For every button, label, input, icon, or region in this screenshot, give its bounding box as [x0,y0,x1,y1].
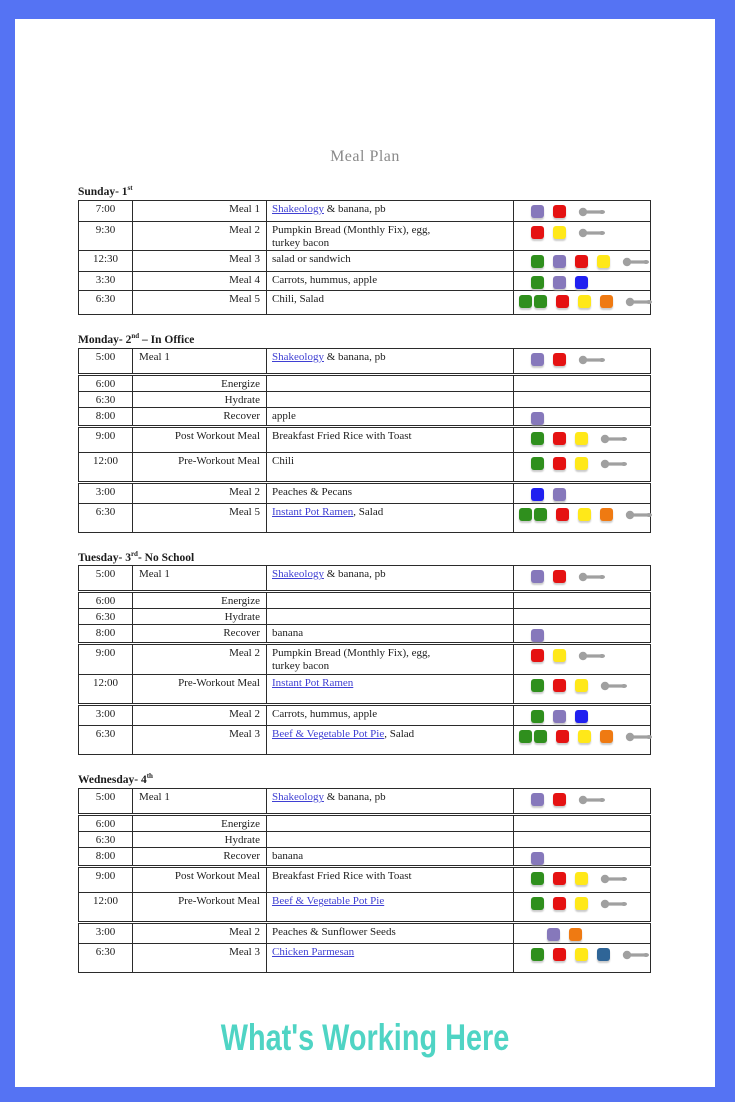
day-heading-text: – In Office [139,333,195,346]
teaspoon-icon [622,257,649,271]
table-row [79,271,650,290]
orange-container-icon [600,295,613,308]
time-cell: 6:00 [79,816,133,831]
time-cell: 8:00 [79,848,133,865]
containers-cell [514,726,652,754]
teaspoon-icon [625,297,652,311]
green-container-icon [531,276,544,289]
table-row [79,943,650,972]
yellow-container-icon [575,457,588,470]
description-cell: Carrots, hummus, apple [267,706,514,725]
orange-container-icon [600,730,613,743]
recipe-link[interactable]: Beef & Vegetable Pot Pie [272,895,385,908]
time-cell: 9:00 [79,868,133,892]
containers-cell [514,566,650,590]
table-row [79,201,650,221]
containers-cell [514,272,650,290]
table-row [79,789,650,813]
orange-container-icon [569,928,582,941]
yellow-container-icon [578,508,591,521]
time-cell: 12:00 [79,893,133,921]
ordinal-suffix: st [127,184,133,192]
day-heading [78,550,715,564]
description-cell: Instant Pot Ramen, Salad [267,504,514,532]
description-cell [267,816,514,831]
meal-label-cell: Meal 1 [133,566,267,590]
meal-label-cell: Meal 2 [133,645,267,674]
description-cell: Chili [267,453,514,481]
meal-label-cell: Meal 2 [133,924,267,943]
yellow-container-icon [575,897,588,910]
table-row [79,645,650,674]
table-row [79,428,650,452]
table-row [79,706,650,725]
meal-table-group [78,788,651,814]
day-heading [78,772,715,786]
green-container-icon [531,948,544,961]
purple-container-icon [531,205,544,218]
meal-label-cell: Meal 3 [133,251,267,271]
description-cell: Shakeology & banana, pb [267,789,514,813]
green-container-icon [531,432,544,445]
table-row [79,868,650,892]
red-container-icon [553,205,566,218]
table-row [79,847,650,865]
description-cell: Chili, Salad [267,291,514,314]
containers-cell [514,832,650,847]
meal-label-cell: Recover [133,848,267,865]
containers-cell [514,201,650,221]
meal-label-cell: Meal 1 [133,789,267,813]
day-heading-text: Wednesday- 4 [78,774,147,787]
meal-table [78,348,651,533]
purple-container-icon [531,412,544,425]
meal-table-group [78,348,651,374]
teaspoon-icon [578,795,605,809]
day-section [78,332,715,533]
teaspoon-icon [600,899,627,913]
time-cell: 6:00 [79,593,133,608]
description-cell: Breakfast Fried Rice with Toast [267,868,514,892]
containers-cell [514,706,650,725]
table-row [79,566,650,590]
yellow-container-icon [578,295,591,308]
description-cell [267,832,514,847]
red-container-icon [553,432,566,445]
meal-label-cell: Hydrate [133,609,267,624]
meal-table-group [78,644,651,704]
time-cell: 6:30 [79,504,133,532]
meal-table-group [78,815,651,866]
recipe-link[interactable]: Instant Pot Ramen [272,677,354,690]
teaspoon-icon [600,434,627,448]
meal-label-cell: Energize [133,376,267,391]
blue-container-icon [575,710,588,723]
table-row [79,624,650,642]
containers-cell [514,789,650,813]
description-cell: Shakeology & banana, pb [267,349,514,373]
green-container-icon [534,295,547,308]
description-cell: Peaches & Sunflower Seeds [267,924,514,943]
containers-cell [514,609,650,624]
teaspoon-icon [600,874,627,888]
description-cell: banana [267,848,514,865]
recipe-link[interactable]: Shakeology [272,350,324,363]
meal-table-group [78,592,651,643]
time-cell: 12:30 [79,251,133,271]
time-cell: 6:00 [79,376,133,391]
time-cell: 12:00 [79,453,133,481]
red-container-icon [531,226,544,239]
meal-label-cell: Meal 4 [133,272,267,290]
meal-table [78,788,651,973]
description-cell: Beef & Vegetable Pot Pie, Salad [267,726,514,754]
table-row [79,725,650,754]
recipe-link[interactable]: Chicken Parmesan [272,946,355,959]
day-section [78,772,715,973]
red-container-icon [531,649,544,662]
meal-label-cell: Pre-Workout Meal [133,675,267,703]
containers-cell [514,675,650,703]
time-cell: 3:00 [79,484,133,503]
meal-label-cell: Hydrate [133,832,267,847]
teaspoon-icon [600,459,627,473]
time-cell: 8:00 [79,625,133,642]
meal-table [78,200,651,315]
green-container-icon [531,710,544,723]
day-heading-text: Monday- 2 [78,333,132,346]
table-row [79,376,650,391]
red-container-icon [553,897,566,910]
steelblue-container-icon [597,948,610,961]
day-section [78,550,715,756]
teaspoon-icon [622,950,649,964]
yellow-container-icon [578,730,591,743]
description-cell [267,893,514,921]
recipe-link[interactable]: Beef & Vegetable Pot Pie [272,728,385,741]
containers-cell [514,504,652,532]
containers-cell [514,349,650,373]
containers-cell [514,453,650,481]
table-row [79,503,650,532]
ordinal-suffix: nd [131,331,140,340]
time-cell: 6:30 [79,726,133,754]
time-cell: 3:00 [79,706,133,725]
meal-label-cell: Meal 3 [133,726,267,754]
red-container-icon [575,255,588,268]
blue-container-icon [531,488,544,501]
description-cell: salad or sandwich [267,251,514,271]
document-page [15,19,715,1087]
meal-label-cell: Meal 3 [133,944,267,972]
meal-table-group [78,200,651,315]
table-row [79,674,650,703]
meal-label-cell: Energize [133,593,267,608]
recipe-link[interactable]: Shakeology [272,791,324,804]
time-cell: 8:00 [79,408,133,425]
meal-table-group [78,923,651,973]
table-row [79,816,650,831]
table-row [79,221,650,250]
recipe-link[interactable]: Shakeology [272,568,324,581]
containers-cell [514,816,650,831]
time-cell: 3:00 [79,924,133,943]
containers-cell [514,848,650,865]
table-row [79,349,650,373]
table-row [79,391,650,407]
table-row [79,290,650,314]
day-heading-text: Sunday- 1 [78,185,128,198]
teaspoon-icon [600,681,627,695]
meal-table-group [78,867,651,922]
green-container-icon [519,295,532,308]
containers-cell [514,291,652,314]
description-cell: apple [267,408,514,425]
meal-label-cell: Recover [133,408,267,425]
table-row [79,892,650,921]
purple-container-icon [553,276,566,289]
time-cell: 12:00 [79,675,133,703]
description-cell: Carrots, hummus, apple [267,272,514,290]
time-cell: 9:00 [79,428,133,452]
time-cell: 3:30 [79,272,133,290]
table-row [79,831,650,847]
time-cell: 6:30 [79,392,133,407]
red-container-icon [556,295,569,308]
meal-table [78,565,651,755]
red-container-icon [556,508,569,521]
containers-cell [514,484,650,503]
description-cell: Breakfast Fried Rice with Toast [267,428,514,452]
green-container-icon [531,255,544,268]
meal-label-cell: Meal 5 [133,504,267,532]
purple-container-icon [553,710,566,723]
table-row [79,452,650,481]
containers-cell [514,944,650,972]
green-container-icon [531,872,544,885]
green-container-icon [531,679,544,692]
table-row [79,484,650,503]
red-container-icon [553,570,566,583]
purple-container-icon [531,793,544,806]
table-row [79,608,650,624]
day-section [78,184,715,315]
meal-label-cell: Meal 5 [133,291,267,314]
table-row [79,924,650,943]
teaspoon-icon [578,228,605,242]
containers-cell [514,222,650,250]
page-title: Meal Plan [330,148,400,165]
red-container-icon [553,679,566,692]
day-heading-text: - No School [137,551,195,564]
purple-container-icon [531,353,544,366]
yellow-container-icon [575,948,588,961]
red-container-icon [553,793,566,806]
recipe-link[interactable]: Shakeology [272,202,324,215]
meal-table-group [78,705,651,755]
purple-container-icon [553,255,566,268]
description-cell: Pumpkin Bread (Monthly Fix), egg, turkey bacon [267,645,514,674]
description-cell [267,944,514,972]
time-cell: 5:00 [79,566,133,590]
time-cell: 6:30 [79,291,133,314]
time-cell: 7:00 [79,201,133,221]
brand-watermark: What's Working Here [220,1017,510,1058]
green-container-icon [531,897,544,910]
time-cell: 9:00 [79,645,133,674]
orange-container-icon [600,508,613,521]
red-container-icon [553,948,566,961]
description-cell: banana [267,625,514,642]
green-container-icon [519,508,532,521]
containers-cell [514,428,650,452]
meal-label-cell: Pre-Workout Meal [133,453,267,481]
teaspoon-icon [578,572,605,586]
description-cell [267,392,514,407]
purple-container-icon [531,570,544,583]
time-cell: 6:30 [79,832,133,847]
time-cell: 6:30 [79,944,133,972]
containers-cell [514,924,650,943]
containers-cell [514,593,650,608]
table-row [79,407,650,425]
green-container-icon [534,508,547,521]
meal-table-group [78,427,651,482]
green-container-icon [519,730,532,743]
containers-cell [514,251,650,271]
purple-container-icon [531,629,544,642]
meal-label-cell: Post Workout Meal [133,868,267,892]
teaspoon-icon [625,510,652,524]
table-row [79,250,650,271]
containers-cell [514,868,650,892]
containers-cell [514,893,650,921]
purple-container-icon [547,928,560,941]
teaspoon-icon [625,732,652,746]
red-container-icon [553,872,566,885]
day-heading-text: Tuesday- 3 [78,551,131,564]
description-cell [267,675,514,703]
meal-label-cell: Post Workout Meal [133,428,267,452]
recipe-link[interactable]: Instant Pot Ramen [272,505,354,518]
day-heading [78,332,715,346]
teaspoon-icon [578,207,605,221]
red-container-icon [553,457,566,470]
red-container-icon [556,730,569,743]
containers-cell [514,408,650,425]
meal-table-group [78,375,651,426]
description-cell: Peaches & Pecans [267,484,514,503]
time-cell: 6:30 [79,609,133,624]
containers-cell [514,645,650,674]
description-cell: Shakeology & banana, pb [267,566,514,590]
description-cell [267,593,514,608]
yellow-container-icon [575,432,588,445]
meal-table-group [78,565,651,591]
meal-label-cell: Meal 1 [133,201,267,221]
meal-label-cell: Meal 2 [133,706,267,725]
meal-table-group [78,483,651,533]
purple-container-icon [531,852,544,865]
yellow-container-icon [553,226,566,239]
meal-label-cell: Meal 1 [133,349,267,373]
containers-cell [514,625,650,642]
yellow-container-icon [575,679,588,692]
meal-label-cell: Energize [133,816,267,831]
time-cell: 5:00 [79,349,133,373]
ordinal-suffix: rd [130,549,138,558]
green-container-icon [534,730,547,743]
yellow-container-icon [597,255,610,268]
table-row [79,593,650,608]
ordinal-suffix: th [146,772,153,781]
meal-plan-content [15,166,715,973]
meal-label-cell: Pre-Workout Meal [133,893,267,921]
yellow-container-icon [553,649,566,662]
time-cell: 5:00 [79,789,133,813]
containers-cell [514,376,650,391]
description-cell [267,376,514,391]
containers-cell [514,392,650,407]
green-container-icon [531,457,544,470]
time-cell: 9:30 [79,222,133,250]
red-container-icon [553,353,566,366]
blue-container-icon [575,276,588,289]
meal-label-cell: Meal 2 [133,222,267,250]
meal-label-cell: Hydrate [133,392,267,407]
description-cell [267,609,514,624]
day-heading [78,184,715,198]
days-container [78,184,715,973]
meal-label-cell: Meal 2 [133,484,267,503]
teaspoon-icon [578,355,605,369]
meal-label-cell: Recover [133,625,267,642]
yellow-container-icon [575,872,588,885]
description-cell: Shakeology & banana, pb [267,201,514,221]
description-cell: Pumpkin Bread (Monthly Fix), egg, turkey bacon [267,222,514,250]
teaspoon-icon [578,651,605,665]
purple-container-icon [553,488,566,501]
